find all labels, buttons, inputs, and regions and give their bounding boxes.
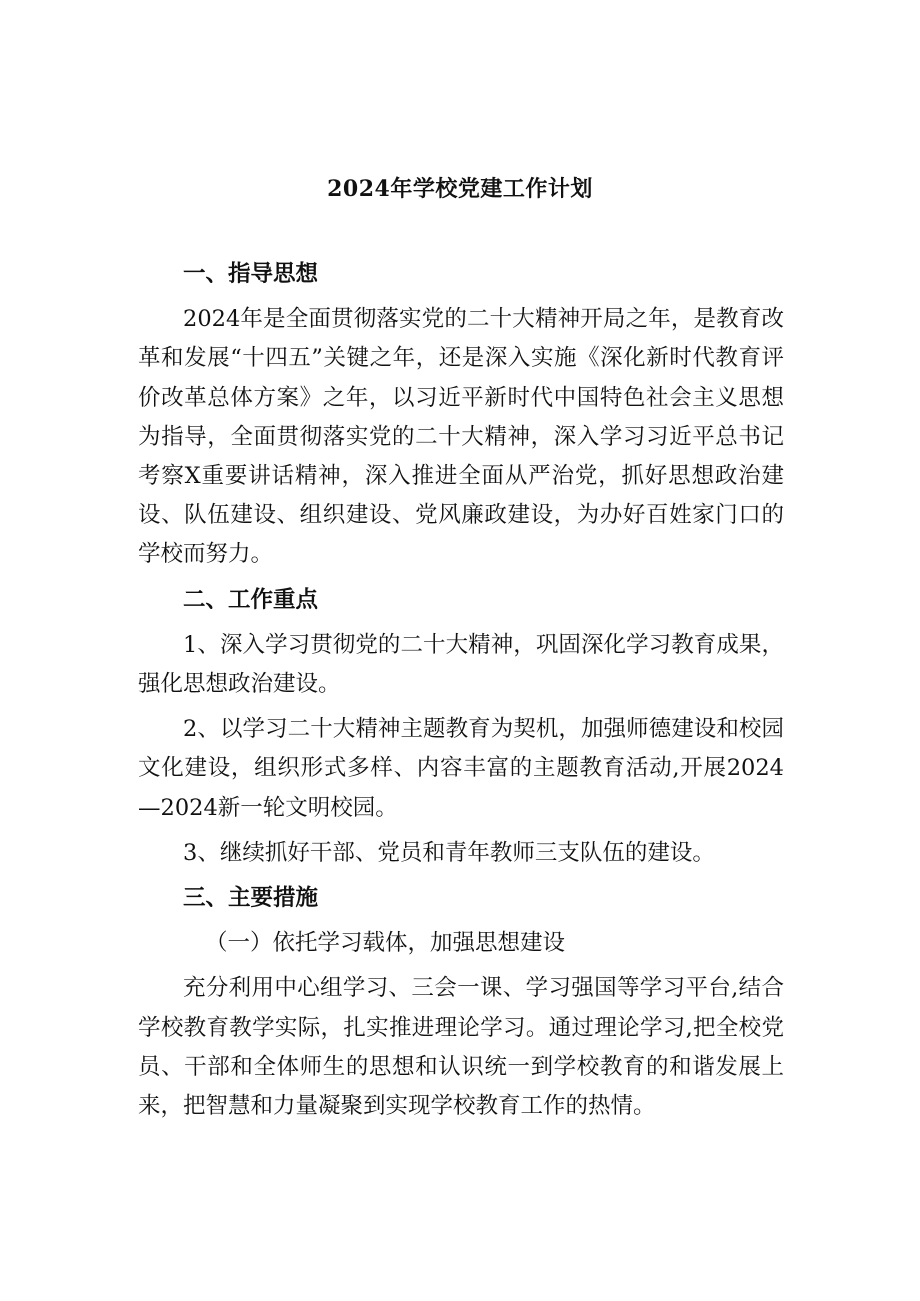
paragraph-guiding-ideology: 2024年是全面贯彻落实党的二十大精神开局之年，是教育改革和发展“十四五”关键之年，还是深入实施《深化新时代教育评价改革总体方案》之年，以习近平新时代中国特色社会主义思想为指导，全面贯彻落实党的二十大精神，深入学习习近平总书记考察X重要讲话精神，深入推进全面从严治党，抓好思想政治建设、队伍建设、组织建设、党风廉政建设，为办好百姓家门口的学校而努力。 [138, 306, 784, 568]
section-heading-main-measures: 三、主要措施 [183, 885, 319, 912]
work-focus-item-1: 1、深入学习贯彻党的二十大精神，巩固深化学习教育成果，强化思想政治建设。 [138, 631, 784, 698]
paragraph-learning-carrier: 充分利用中心组学习、三会一课、学习强国等学习平台,结合学校教育教学实际，扎实推进理论学习。通过理论学习,把全校党员、干部和全体师生的思想和认识统一到学校教育的和谐发展上来，把智慧和力量凝聚到实现学校教育工作的热情。 [138, 975, 784, 1120]
subsection-heading-learning-carrier: （一）依托学习载体，加强思想建设 [205, 930, 566, 957]
document-body [138, 255, 784, 1126]
work-focus-item-2: 2、以学习二十大精神主题教育为契机，加强师德建设和校园文化建设，组织形式多样、内容丰富的主题教育活动,开展2024—2024新一轮文明校园。 [138, 716, 784, 821]
work-focus-item-3: 3、继续抓好干部、党员和青年教师三支队伍的建设。 [183, 839, 715, 866]
document-title: 2024年学校党建工作计划 [327, 176, 593, 202]
section-heading-work-focus: 二、工作重点 [183, 586, 319, 613]
section-heading-guiding-ideology: 一、指导思想 [183, 261, 319, 287]
